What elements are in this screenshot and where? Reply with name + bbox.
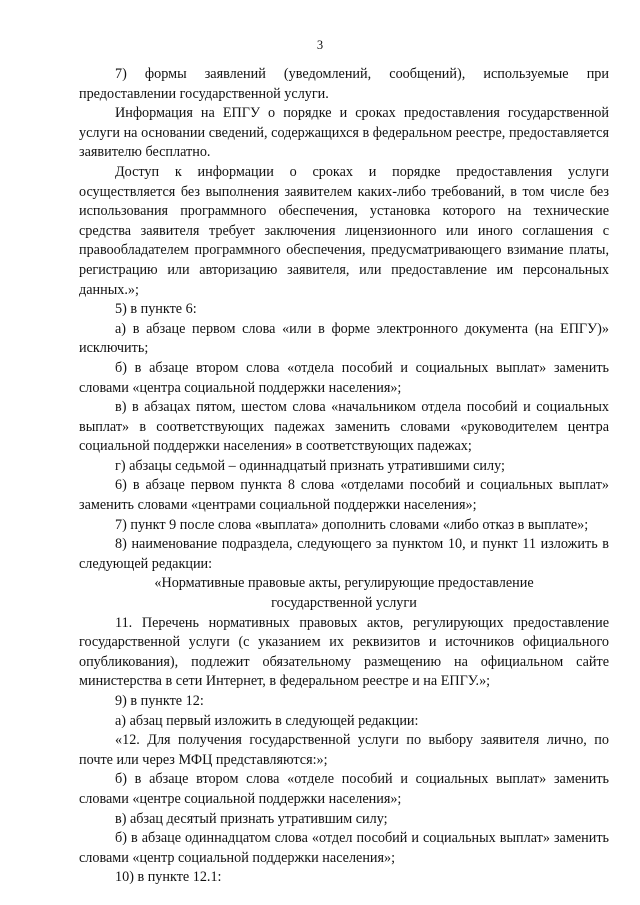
paragraph: б) в абзаце втором слова «отделе пособий и социальных выплат» заменить словами «центре социальной поддержки населения»; — [79, 771, 609, 807]
paragraph: 7) пункт 9 после слова «выплата» дополнить словами «либо отказ в выплате»; — [115, 516, 589, 533]
paragraph: 6) в абзаце первом пункта 8 слова «отделами пособий и социальных выплат» заменить словами «центрами социальной поддержки населения»; — [79, 477, 609, 514]
paragraph: б) в абзаце втором слова «отдела пособий и социальных выплат» заменить словами «центра социальной поддержки населения»; — [79, 359, 609, 396]
paragraph: в) абзац десятый признать утратившим силу; — [115, 810, 388, 827]
paragraph: 10) в пункте 12.1: — [115, 869, 222, 886]
subsection-heading-line: «Нормативные правовые акты, регулирующие предоставление — [154, 575, 534, 592]
paragraph: Информация на ЕПГУ о порядке и сроках предоставления государственной услуги на основании сведений, содержащихся в федеральном реестре, предоставляется заявителю бесплатно. — [79, 105, 609, 161]
paragraph: в) в абзацах пятом, шестом слова «начальником отдела пособий и социальных выплат» в соответствующих падежах заменить словами «руководителем центра социальной поддержки населения» в соответствующих падежах; — [79, 399, 609, 455]
paragraph: 5) в пункте 6: — [115, 301, 197, 318]
paragraph: б) в абзаце одиннадцатом слова «отдел пособий и социальных выплат» заменить словами «центр социальной поддержки населения»; — [79, 830, 609, 866]
paragraph: 9) в пункте 12: — [115, 693, 204, 709]
paragraph: 11. Перечень нормативных правовых актов, регулирующих предоставление государственной услуги (с указанием их реквизитов и источников официального опубликования), подлежит обязательному размещению на официальном сайте министерства в сети Интернет, в федеральном реестре и на ЕПГУ.»; — [79, 614, 609, 690]
paragraph: а) абзац первый изложить в следующей редакции: — [115, 712, 419, 729]
paragraph: «12. Для получения государственной услуги по выбору заявителя лично, по почте или через МФЦ представляются:»; — [79, 732, 609, 768]
paragraph: 7) формы заявлений (уведомлений, сообщений), используемые при предоставлении государственной услуги. — [79, 66, 609, 102]
paragraph: а) в абзаце первом слова «или в форме электронного документа (на ЕПГУ)» исключить; — [79, 320, 609, 357]
paragraph: 8) наименование подраздела, следующего за пунктом 10, и пункт 11 изложить в следующей редакции: — [79, 536, 609, 572]
document-body — [79, 65, 609, 888]
page-number: 3 — [316, 38, 324, 52]
subsection-heading-line: государственной услуги — [271, 595, 417, 612]
paragraph: Доступ к информации о сроках и порядке предоставления услуги осуществляется без выполнения заявителем каких-либо требований, в том числе без использования программного обеспечения, установка которого на технические средства заявителя требует заключения лицензионного или иного соглашения с правообладателем программного обеспечения, предусматривающего взимание платы, регистрацию или авторизацию заявителя, или предоставление им персональных данных.»; — [79, 163, 609, 298]
paragraph: г) абзацы седьмой – одиннадцатый признать утратившими силу; — [115, 457, 505, 474]
